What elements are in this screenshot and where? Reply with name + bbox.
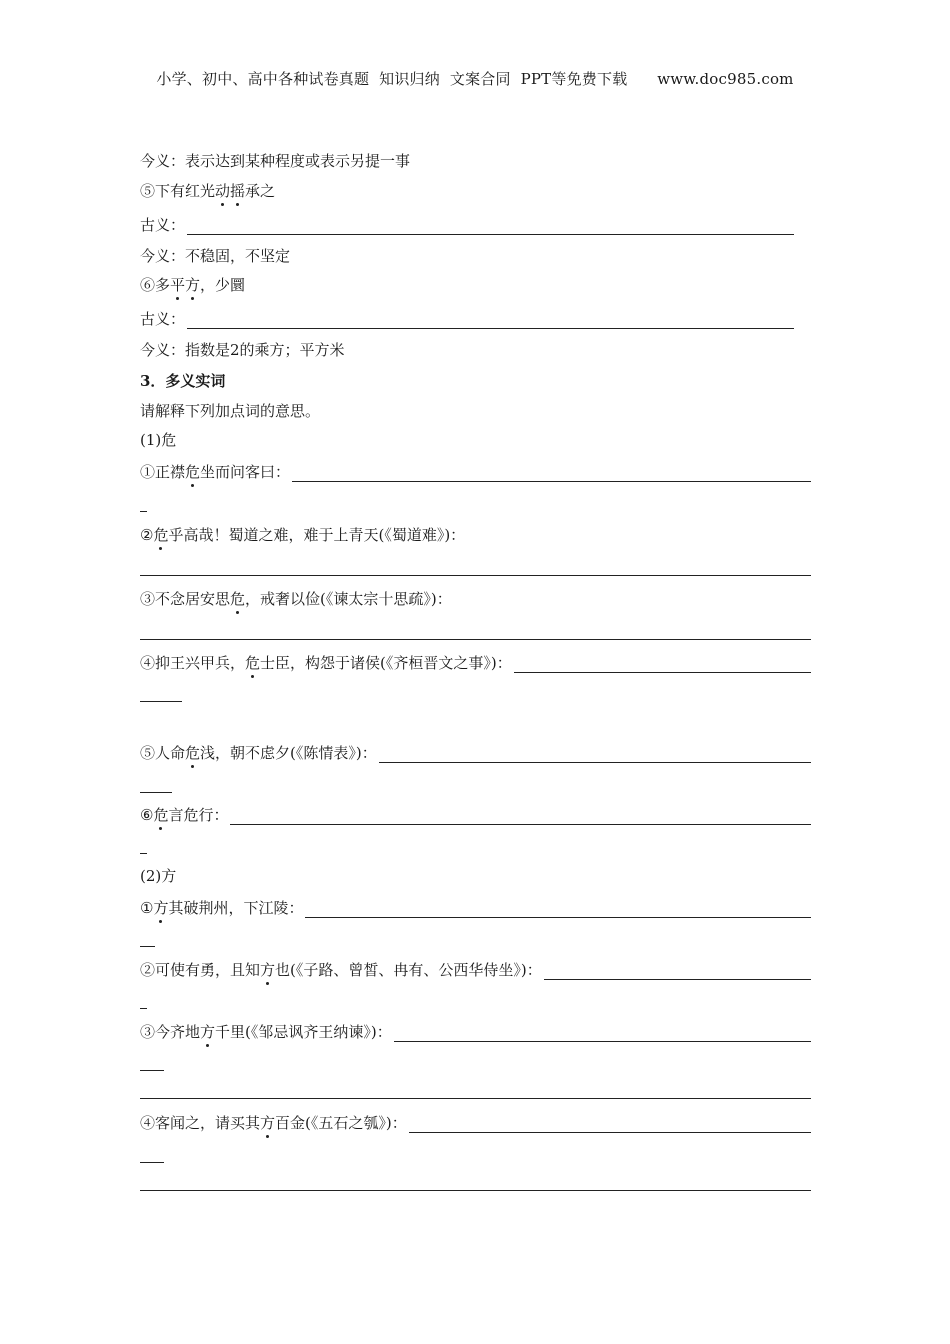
dotted-word: 方 — [260, 961, 276, 979]
dotted-word: 方 — [185, 276, 201, 294]
guyi-answer-row-6[interactable] — [140, 309, 794, 329]
answer-blank[interactable] — [140, 575, 811, 576]
answer-blank[interactable] — [140, 1098, 811, 1099]
answer-blank[interactable] — [544, 965, 811, 980]
answer-blank[interactable] — [409, 1118, 811, 1133]
fang-item-2[interactable]: ②可使有勇，且知 方 也(《子路、曾皙、冉有、公西华侍坐》)： — [140, 960, 811, 980]
page-header: 小学、初中、高中各种试卷真题 知识归纳 文案合同 PPT等免费下载 www.doc985.com — [156, 70, 794, 88]
answer-blank-tail[interactable] — [140, 1070, 164, 1071]
answer-blank-tail[interactable] — [140, 792, 172, 793]
dotted-word: 动 — [215, 182, 231, 200]
answer-blank-tail[interactable] — [140, 853, 147, 854]
fang-item-1[interactable]: ① 方 其破荆州，下江陵： — [140, 898, 811, 918]
answer-blank[interactable] — [230, 810, 811, 825]
dotted-word: 危 — [230, 590, 246, 608]
fang-item-3[interactable]: ③今齐地 方 千里(《邹忌讽齐王纳谏》)： — [140, 1022, 811, 1042]
item-5-sentence: ⑤下有红光动摇承之 — [140, 182, 276, 200]
item-6-sentence: ⑥多平方，少圜 — [140, 276, 246, 294]
guyi-answer-row-5[interactable] — [140, 215, 794, 235]
dotted-word: 方 — [153, 899, 169, 917]
wei-item-3: ③不念居安思危，戒奢以俭(《谏太宗十思疏》)： — [140, 590, 452, 608]
wei-item-2: ②危乎高哉！蜀道之难，难于上青天(《蜀道难》)： — [140, 526, 466, 544]
dotted-word: 危 — [153, 526, 169, 544]
jinyi-line-1: 今义：表示达到某种程度或表示另提一事 — [140, 152, 411, 170]
dotted-word: 摇 — [230, 182, 246, 200]
answer-blank[interactable] — [187, 314, 794, 329]
fang-item-4[interactable]: ④客闻之，请买其 方 百金(《五石之瓠》)： — [140, 1113, 811, 1133]
answer-blank[interactable] — [140, 639, 811, 640]
guyi-label: 古义： — [140, 310, 186, 328]
answer-blank-tail[interactable] — [140, 1162, 164, 1163]
wei-item-1[interactable]: ①正襟 危 坐而问客曰： — [140, 462, 811, 482]
answer-blank[interactable] — [514, 658, 811, 673]
answer-blank-tail[interactable] — [140, 1008, 147, 1009]
jinyi-line-2: 今义：不稳固，不坚定 — [140, 247, 291, 265]
dotted-word: 危 — [245, 654, 261, 672]
dotted-word: 方 — [200, 1023, 216, 1041]
answer-blank-tail[interactable] — [140, 701, 182, 702]
answer-blank-tail[interactable] — [140, 946, 155, 947]
wei-item-4[interactable]: ④抑王兴甲兵， 危 士臣，构怨于诸侯(《齐桓晋文之事》)： — [140, 653, 811, 673]
dotted-word: 平 — [170, 276, 186, 294]
answer-blank-tail[interactable] — [140, 511, 147, 512]
answer-blank[interactable] — [292, 467, 811, 482]
dotted-word: 危 — [153, 806, 169, 824]
wei-item-5[interactable]: ⑤人命 危 浅，朝不虑夕(《陈情表》)： — [140, 743, 811, 763]
dotted-word: 危 — [185, 463, 201, 481]
answer-blank[interactable] — [379, 748, 811, 763]
section-title: 3．多义实词 — [140, 372, 226, 390]
answer-blank[interactable] — [305, 903, 811, 918]
jinyi-line-3: 今义：指数是2的乘方；平方米 — [140, 341, 345, 359]
answer-blank[interactable] — [140, 1190, 811, 1191]
answer-blank[interactable] — [187, 220, 794, 235]
dotted-word: 危 — [185, 744, 201, 762]
group-2-label: (2)方 — [140, 867, 177, 885]
group-1-label: (1)危 — [140, 431, 177, 449]
answer-blank[interactable] — [394, 1027, 811, 1042]
wei-item-6[interactable]: ⑥ 危 言危行： — [140, 805, 811, 825]
instruction: 请解释下列加点词的意思。 — [140, 402, 321, 420]
guyi-label: 古义： — [140, 216, 186, 234]
dotted-word: 方 — [260, 1114, 276, 1132]
